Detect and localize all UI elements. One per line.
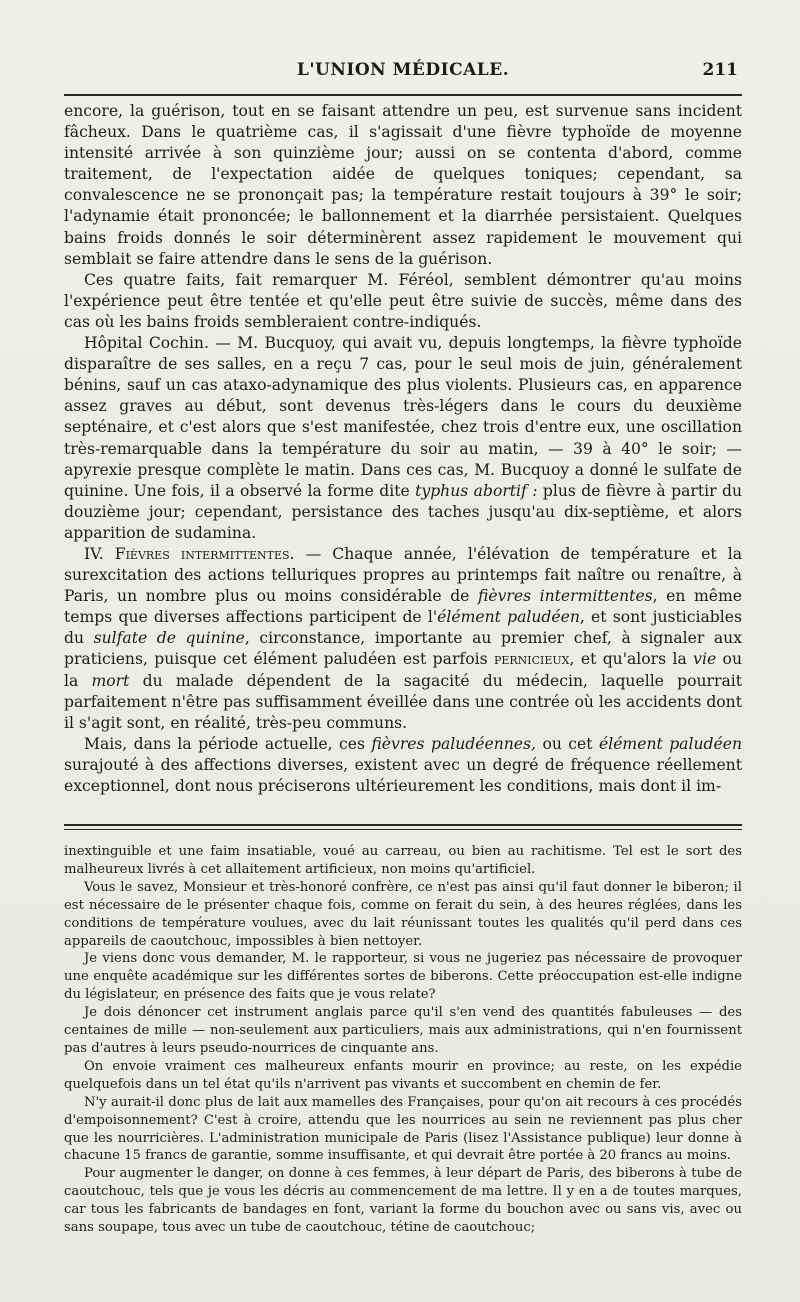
hospital-lead: Hôpital Cochin. — — [84, 334, 238, 353]
header-rule — [64, 94, 742, 96]
page-number: 211 — [702, 60, 738, 80]
paragraph-1: encore, la guérison, tout en se faisant attendre un peu, est survenue sans incident fâcheux. Dans le quatrième cas, il s'agissait d'une fièvre typhoïde de moyenne intensité arrivée à son quinzième jour; aussi on se contenta d'abord, comme traitement, de l'expectation aidée de quelques toniques; cependant, sa convalescence ne se prononçait pas; la température restait toujours à 39° le soir; l'adynamie était prononcée; le ballonnement et la diarrhée persistaient. Quelques bains froids donnés le soir déterminèrent assez rapidement le mouvement qui semblait se faire attendre dans le sens de la guérison. — [64, 102, 742, 268]
note-paragraph-2: Vous le savez, Monsieur et très-honoré confrère, ce n'est pas ainsi qu'il faut donner le biberon; il est nécessaire de le présenter chaque fois, comme on ferait du sein, à des heures réglées, dans les conditions de température voulues, avec du lait réunissant toutes les qualités qu'il perd dans ces appareils de caoutchouc, impossibles à bien nettoyer. — [64, 879, 742, 949]
note-paragraph-7: Pour augmenter le danger, on donne à ces femmes, à leur départ de Paris, des biberons à tube de caoutchouc, tels que je vous les décris au commencement de ma lettre. Il y en a de toutes marques, car tous les fabricants de bandages en font, variant la forme du bouchon avec ou sans vis, avec ou sans soupape, tous avec un tube de caoutchouc, tétine de caoutchouc; — [64, 1166, 742, 1236]
page-header — [64, 60, 742, 86]
note-paragraph-5: On envoie vraiment ces malheureux enfants mourir en province; au reste, on les expédie quelquefois dans un tel état qu'ils n'arrivent pas vivants et succombent en chemin de fer. — [64, 1058, 742, 1092]
note-paragraph-4: Je dois dénoncer cet instrument anglais parce qu'il s'en vend des quantités fabuleuses — des centaines de mille — non-seulement aux particuliers, mais aux administrations, qui n'en fournissent pas d'autres à leurs pseudo-nourrices de cinquante ans. — [64, 1005, 742, 1056]
running-title: L'UNION MÉDICALE. — [296, 60, 510, 80]
footnote-separator — [64, 824, 742, 830]
emphasis-typhus: typhus abortif : — [415, 481, 538, 500]
note-paragraph-6: N'y aurait-il donc plus de lait aux mamelles des Françaises, pour qu'on ait recours à ces procédés d'empoisonnement? C'est à croire, attendu que les nourrices au sein ne reviennent pas plus cher que les nourricières. L'administration municipale de Paris (lisez l'Assistance publique) leur donne à chacune 15 francs de garantie, somme insuffisante, et qui devrait être portée à 20 francs au moins. — [64, 1094, 742, 1164]
footnote-text — [64, 843, 742, 1237]
paragraph-3: Hôpital Cochin. — M. Bucquoy, qui avait vu, depuis longtemps, la fièvre typhoïde disparaître de ses salles, en a reçu 7 cas, pour le seul mois de juin, généralement bénins, sauf un cas ataxo-adynamique des plus violents. Plusieurs cas, en apparence assez graves au début, sont devenus très-légers dans le cours du deuxième septénaire, et c'est alors que s'est manifestée, chez trois d'entre eux, une oscillation très-remarquable dans la température du soir au matin, — 39 à 40° le soir; — apyrexie presque complète le matin. Dans ces cas, M. Bucquoy a donné le sulfate de quinine. Une fois, il a observé la forme dite typhus abortif : plus de fièvre à partir du douzième jour; cependant, persistance des taches jusqu'au dix-septième, et alors apparition de sudamina. — [64, 334, 742, 542]
section-number: IV. — [84, 544, 115, 563]
paragraph-4: IV. Fièvres intermittentes. — Chaque année, l'élévation de température et la surexcitation des actions telluriques propres au printemps fait naître ou renaître, à Paris, un nombre plus ou moins considérable de fièvres intermittentes, en même temps que diverses affections participent de l'élément paludéen, et sont justiciables du sulfate de quinine, circonstance, importante au premier chef, à signaler aux praticiens, puisque cet élément paludéen est parfois pernicieux, et qu'alors la vie ou la mort du malade dépendent de la sagacité du médecin, laquelle pourrait parfaitement n'être pas suffisamment éveillée dans une contrée où les accidents dont il s'agit sont, en réalité, très-peu communs. — [64, 544, 743, 732]
paragraph-2: Ces quatre faits, fait remarquer M. Féréol, semblent démontrer qu'au moins l'expérience peut être tentée et qu'elle peut être suivie de succès, même dans des cas où les bains froids sembleraient contre-indiqués. — [64, 270, 742, 331]
paragraph-5: Mais, dans la période actuelle, ces fièvres paludéennes, ou cet élément paludéen surajouté à des affections diverses, existent avec un degré de fréquence réellement exceptionnel, dont nous préciserons ultérieurement les conditions, mais dont il im- — [64, 734, 742, 795]
main-text — [64, 101, 742, 797]
note-paragraph-1: inextinguible et une faim insatiable, voué au carreau, ou bien au rachitisme. Tel est le sort des malheureux livrés à cet allaitement artificieux, non moins qu'artificiel. — [64, 844, 742, 877]
section-title: Fièvres intermittentes. — [114, 544, 295, 563]
note-paragraph-3: Je viens donc vous demander, M. le rapporteur, si vous ne jugeriez pas nécessaire de provoquer une enquête académique sur les différentes sortes de biberons. Cette préoccupation est-elle indigne du législateur, en présence des faits que je vous relate? — [64, 951, 742, 1003]
